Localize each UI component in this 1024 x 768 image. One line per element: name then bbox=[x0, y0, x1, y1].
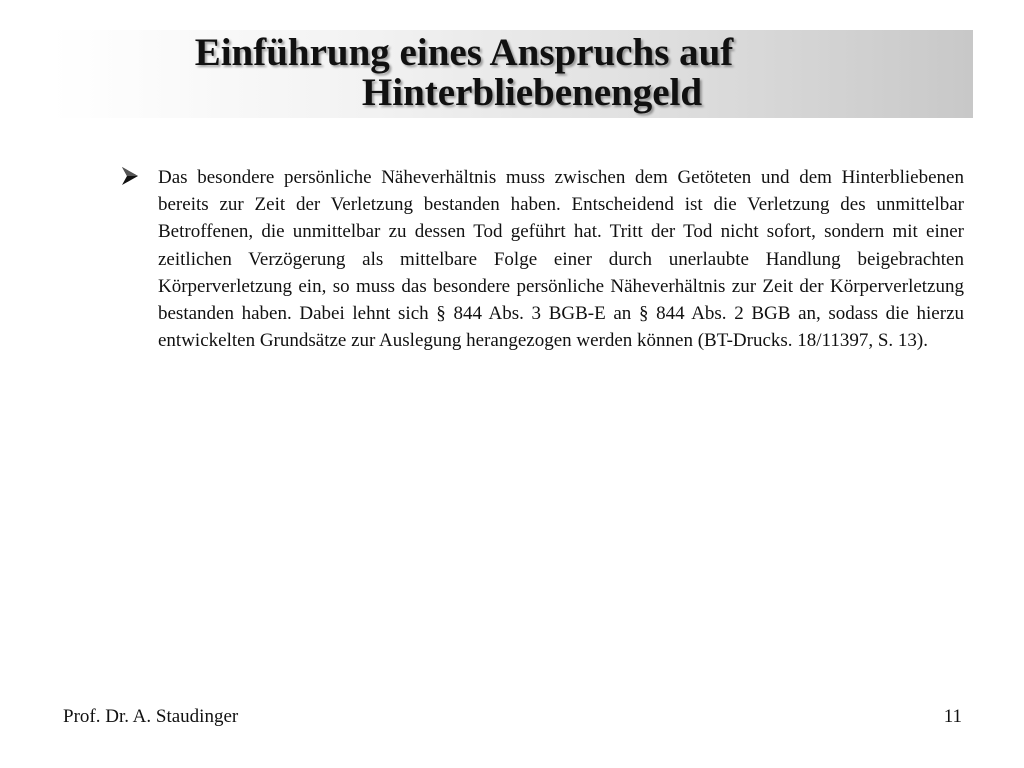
slide-title bbox=[51, 30, 973, 118]
title-bar bbox=[51, 30, 973, 118]
slide-title-line-2: Hinterbliebenengeld bbox=[361, 71, 703, 114]
bullet-item bbox=[120, 164, 964, 354]
page-number: 11 bbox=[943, 706, 962, 727]
slide-content bbox=[120, 164, 964, 354]
footer-author: Prof. Dr. A. Staudinger bbox=[63, 706, 239, 727]
slide-title-line-1: Einführung eines Anspruchs auf bbox=[194, 31, 734, 74]
bullet-text: Das besondere persönliche Näheverhältnis muss zwischen dem Getöteten und dem Hinterbliebenen bereits zur Zeit der Verletzung bestanden haben. Entscheidend ist die Verletzung des unmittelbar Betroffenen, die unmittelbar zu dessen Tod geführt hat. Tritt der Tod nicht sofort, sondern mit einer zeitlichen Verzögerung als mittelbare Folge einer durch unerlaubte Handlung beigebrachten Körperverletzung ein, so muss das besondere persönliche Näheverhältnis zur Zeit der Körperverletzung bestanden haben. Dabei lehnt sich § 844 Abs. 3 BGB-E an § 844 Abs. 2 BGB an, sodass die hierzu entwickelten Grundsätze zur Auslegung herangezogen werden können (BT-Drucks. 18/11397, S. 13). bbox=[158, 167, 964, 352]
arrowhead-bullet-icon bbox=[120, 166, 140, 186]
